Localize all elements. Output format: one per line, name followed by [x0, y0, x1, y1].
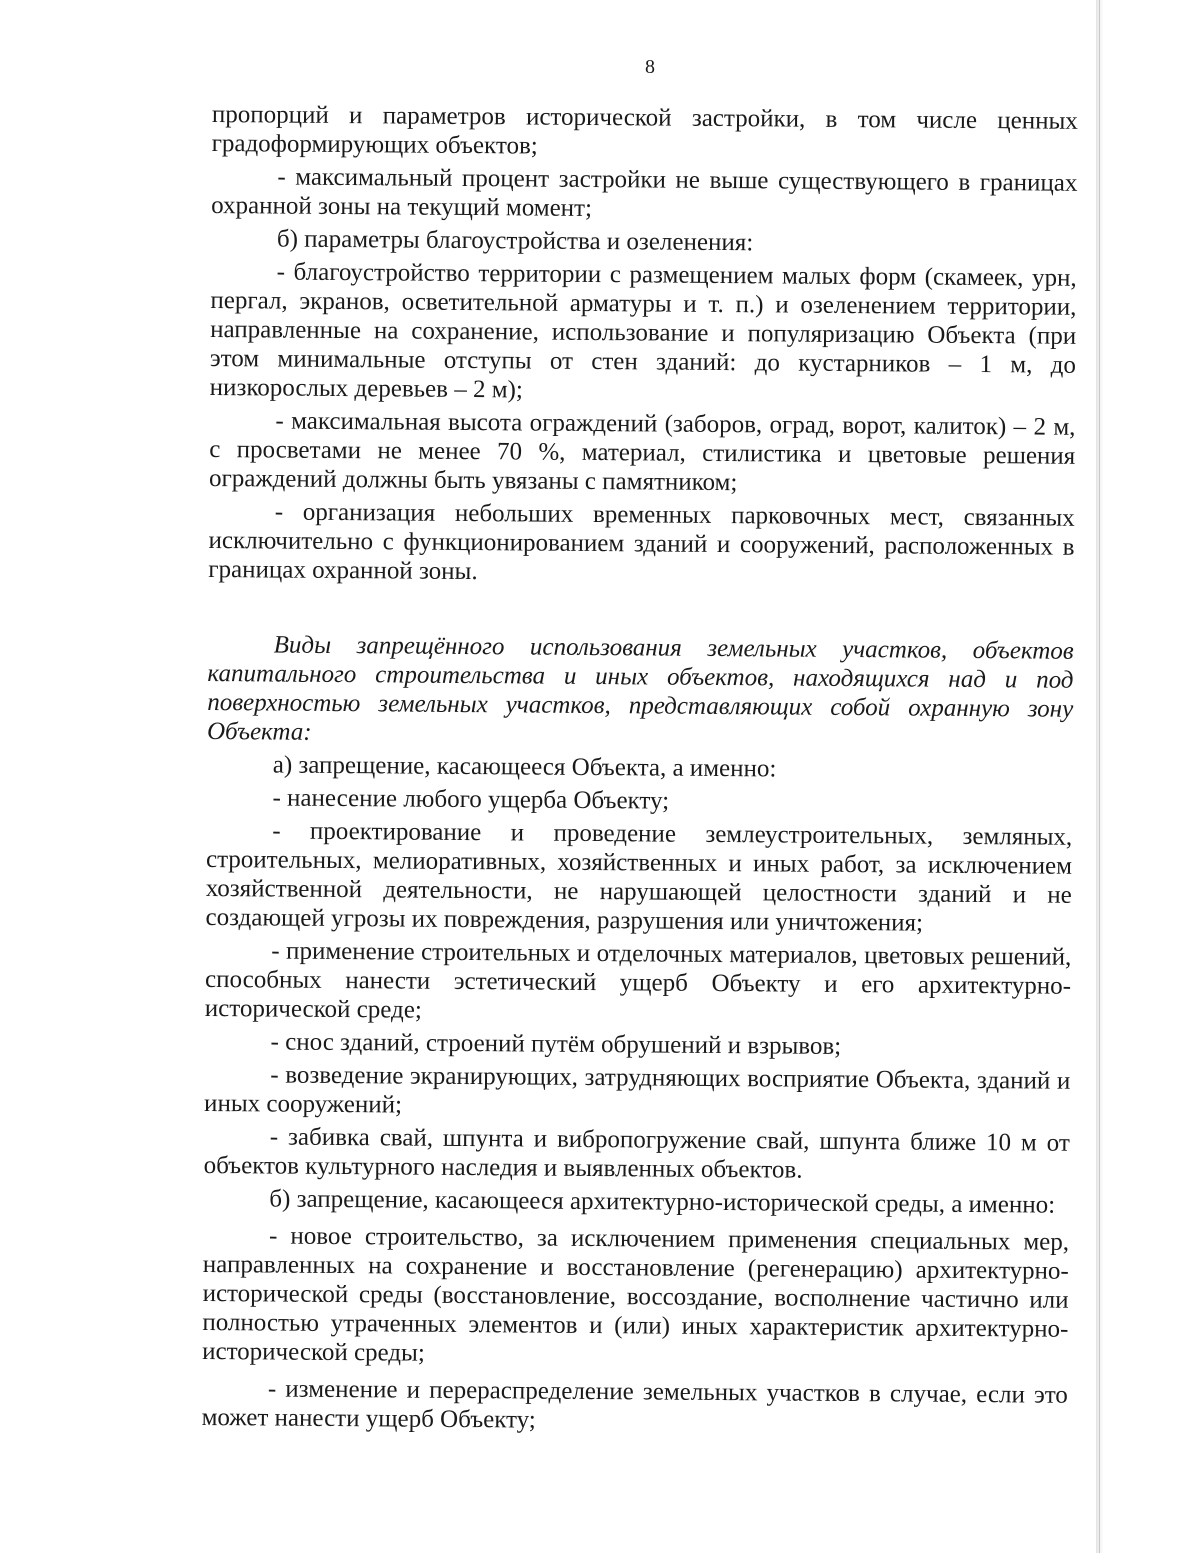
list-item-fence-height: - максимальная высота ограждений (заборов, оград, ворот, калиток) – 2 м, с просветами не менее 70 %, материал, стилистика и цветовые решения ограждений должны быть увязаны с памятником; — [208, 407, 1076, 497]
list-item-new-construction: - новое строительство, за исключением применения специальных мер, направленных на сохранение и восстановление (регенерацию) архитектурно-исторической среды (восстановление, воссоздание, восполнение частично или полностью утраченных элементов и (или) иных характеристик архитектурно-исторической среды; — [202, 1222, 1070, 1367]
list-item-landscaping: - благоустройство территории с размещением малых форм (скамеек, урн, пергал, экранов, осветительной арматуры и т. п.) и озеленением территории, направленные на сохранение, использование и популяризацию Объекта (при этом минимальные отступы от стен зданий: до кустарников – 1 м, до низкорослых деревьев – 2 м); — [209, 258, 1077, 404]
list-item-works: - проектирование и проведение землеустроительных, земляных, строительных, мелиоративных, хозяйственных и иных работ, за исключением хозяйственной деятельности, не нарушающей целостности зданий и не создающей угрозы их повреждения, разрушения или уничтожения; — [205, 817, 1073, 937]
list-item-land-redistribution: - изменение и перераспределение земельных участков в случае, если это может нанести ущерб Объекту; — [201, 1375, 1068, 1434]
list-item-piling: - забивка свай, шпунта и вибропогружение свай, шпунта ближе 10 м от объектов культурного наследия и выявленных объектов. — [203, 1123, 1070, 1184]
list-item-screening: - возведение экранирующих, затрудняющих восприятие Объекта, зданий и иных сооружений; — [204, 1061, 1071, 1119]
list-item-parking: - организация небольших временных парковочных мест, связанных исключительно с функционированием зданий и сооружений, расположенных в границах охранной зоны. — [208, 498, 1075, 586]
subheading-environment-prohibition: б) запрещение, касающееся архитектурно-исторической среды, а именно: — [269, 1185, 1056, 1219]
section-heading-prohibited-use: Виды запрещённого использования земельных участков, объектов капитального строительства и иных объектов, находящихся над и под поверхностью земельных участков, представляющих собой охранную зону Объекта: — [206, 631, 1074, 746]
paragraph-continuation: пропорций и параметров исторической застройки, в том числе ценных градоформирующих объектов; — [211, 100, 1078, 160]
scan-edge-line — [1099, 0, 1100, 1553]
list-item-damage: - нанесение любого ущерба Объекту; — [272, 784, 670, 815]
document-body — [202, 100, 1078, 1443]
subheading-object-prohibition: а) запрещение, касающееся Объекта, а именно: — [272, 751, 777, 783]
list-item-materials: - применение строительных и отделочных материалов, цветовых решений, способных нанести эстетический ущерб Объекту и его архитектурно-исторической среде; — [204, 937, 1072, 1024]
list-item-demolition: - снос зданий, строений путём обрушений и взрывов; — [270, 1028, 842, 1060]
scan-edge-shadow — [1096, 0, 1104, 1553]
page-number: 8 — [645, 56, 655, 78]
subheading-landscaping: б) параметры благоустройства и озеленения: — [276, 225, 754, 257]
list-item-max-build-percent: - максимальный процент застройки не выше существующего в границах охранной зоны на текущий момент; — [211, 163, 1078, 222]
